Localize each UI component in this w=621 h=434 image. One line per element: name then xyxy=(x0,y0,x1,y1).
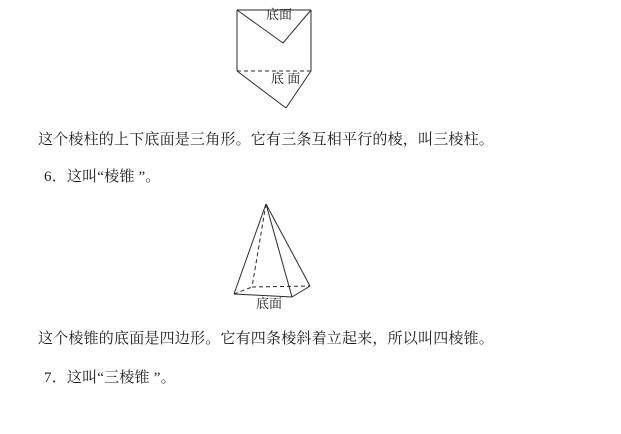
pyramid-edge-apex-farright xyxy=(266,204,310,286)
prism-top-base-label: 底面 xyxy=(266,7,293,22)
item-7-text: 7．这叫“三棱锥 ”。 xyxy=(44,370,176,386)
pyramid-hidden-base-left-edge xyxy=(234,287,252,294)
prism-bottom-base-label: 底 面 xyxy=(271,71,301,86)
item-6-text: 6．这叫“棱锥 ”。 xyxy=(44,169,161,185)
pyramid-edge-apex-frontright xyxy=(266,204,292,297)
pyramid-base-right-edge xyxy=(292,286,310,297)
quadrilateral-pyramid-figure xyxy=(225,195,325,310)
pyramid-hidden-edge-apex-backleft xyxy=(252,204,266,287)
pyramid-hidden-base-back-edge xyxy=(252,286,310,287)
prism-description-text: 这个棱柱的上下底面是三角形。它有三条互相平行的棱，叫三棱柱。 xyxy=(38,132,495,148)
pyramid-description-text: 这个棱锥的底面是四边形。它有四条棱斜着立起来，所以叫四棱锥。 xyxy=(38,331,495,347)
pyramid-edge-apex-frontleft xyxy=(234,204,266,294)
pyramid-drawing xyxy=(225,195,325,310)
pyramid-base-label: 底面 xyxy=(256,296,283,311)
